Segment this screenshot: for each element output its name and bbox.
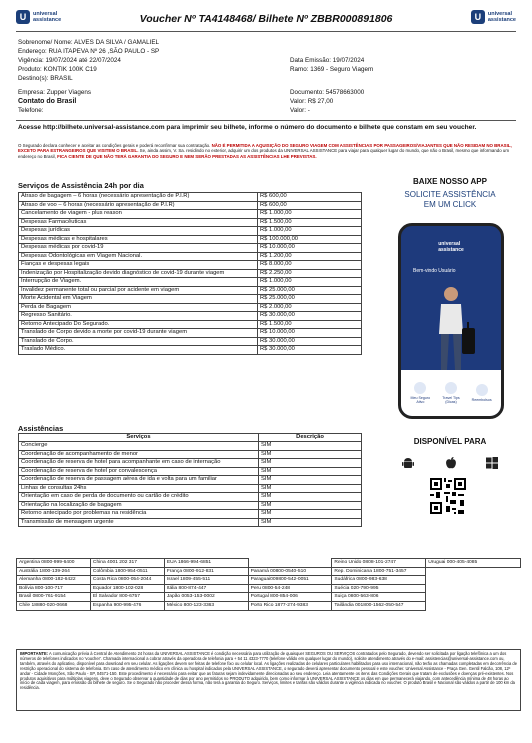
assistance-name: Coordenação de reserva de hotel para acompanhante em caso de internação [19, 459, 259, 468]
service-value: R$ 2.000,00 [258, 303, 362, 312]
phone-cell: Paraguai009800-542-0051 [248, 576, 332, 585]
services-table [18, 192, 362, 355]
windows-icon [485, 456, 499, 470]
assistance-name: Coordenação de acompanhamento de menor [19, 450, 259, 459]
service-name: Morte Acidental em Viagem [19, 295, 258, 304]
phone-cell [426, 567, 521, 576]
phone-brand: universal assistance [438, 241, 464, 253]
service-name: Atraso de bagagem – 6 horas (necessário apresentação de P.I.R) [19, 193, 258, 202]
tile-travel-tips: Travel Tips (Dicas) [439, 382, 463, 404]
service-name: Regresso Sanitário. [19, 312, 258, 321]
phone-cell: Panamá 00800-0540-510 [248, 567, 332, 576]
phone-cell: Suiça 0800-563-806 [332, 593, 426, 602]
amount: Valor: - [290, 107, 310, 114]
phone-cell: Brasil 0800-761-9154 [17, 593, 91, 602]
service-value: R$ 2.250,00 [258, 269, 362, 278]
document: Documento: 54578663000 [290, 89, 365, 96]
service-name: Despesas Farmacêuticas [19, 218, 258, 227]
phone-cell: Tailândia 001800-1562-050-547 [332, 601, 426, 610]
phone-row [17, 593, 521, 602]
assistance-row [19, 476, 362, 485]
service-name: Interrupção de Viagem. [19, 278, 258, 287]
service-name: Perda de Bagagem [19, 303, 258, 312]
contact-title: Contato do Brasil [18, 98, 77, 105]
service-value: R$ 1.500,00 [258, 218, 362, 227]
phone-row [17, 576, 521, 585]
tile-active-insurance: Meu Seguro Ativo [408, 382, 432, 404]
value: Valor: R$ 27,00 [290, 98, 334, 105]
emission-date: Data Emissão: 19/07/2024 [290, 57, 365, 64]
info-divider [16, 120, 516, 121]
service-name: Invalidez permanente total ou parcial por acidente em viagem [19, 286, 258, 295]
assistance-name: Orientação em caso de perda de documento ou cartão de crédito [19, 493, 259, 502]
tile-refunds: Reembolsos [470, 384, 494, 402]
phone-cell: Itália 800-874-447 [164, 584, 248, 593]
ua-logo-icon: U [471, 10, 485, 24]
phone-cell: Japão 0053-153-0002 [164, 593, 248, 602]
service-row [19, 235, 362, 244]
services-title: Serviços de Assistência 24h por dia [18, 181, 144, 190]
logo-right [471, 10, 516, 24]
assistances-header [19, 434, 362, 442]
assistance-desc: SIM [259, 459, 362, 468]
phone-row [17, 559, 521, 568]
phone-row [17, 601, 521, 610]
phone-cell: México 800-123-3363 [164, 601, 248, 610]
assistance-desc: SIM [259, 493, 362, 502]
phone-cell: Austrália 1800-139-264 [17, 567, 91, 576]
service-name: Translado de Corpo. [19, 337, 258, 346]
assistance-desc: SIM [259, 476, 362, 485]
service-value: R$ 30.000,00 [258, 337, 362, 346]
service-name: Despesas Odontológicas em Viagem Nacional. [19, 252, 258, 261]
phone-cell [426, 601, 521, 610]
assistance-desc: SIM [259, 467, 362, 476]
plane-icon [445, 382, 457, 394]
service-name: Atraso de voo – 6 horas (necessário apresentação de P.I.R) [19, 201, 258, 210]
notice [18, 143, 513, 159]
notice-line2: Se, ainda assim, V. Sa. residindo no exterior, adquirir um dos produtos da UNIVERSAL ASSISTANCE para viajar para qualquer lugar do mundo, que não o Brasil, mesmo que informando um endereço no Brasil, [18, 148, 510, 159]
phone-cell: Colômbia 1800-954-0511 [90, 567, 164, 576]
service-row [19, 312, 362, 321]
phone-mockup [398, 223, 504, 419]
assistance-name: Concierge [19, 442, 259, 451]
service-value: R$ 1.000,00 [258, 227, 362, 236]
service-value: R$ 10.000,00 [258, 329, 362, 338]
product: Produto: KONTIK 100K C19 [18, 66, 97, 73]
assistance-desc: SIM [259, 450, 362, 459]
notice-red1: NÃO É PERMITIDA A AQUISIÇÃO DO SEGURO VIAGEM COM ASSISTÊNCIAS POR PASSAGEIROS/VIAJANTES QUE NÃO RESIDAM NO BRASIL, EXCETO PARA ESTRANGEIROS QUE VISITEM O BRASIL. [18, 143, 512, 154]
phone-cell: Israel 1809-455-511 [164, 576, 248, 585]
service-row [19, 278, 362, 287]
shield-icon [414, 382, 426, 394]
branch: Ramo: 1369 - Seguro Viagem [290, 66, 374, 73]
service-row [19, 269, 362, 278]
assistance-row [19, 442, 362, 451]
service-value: R$ 1.000,00 [258, 278, 362, 287]
assistance-desc: SIM [259, 484, 362, 493]
ua-logo-icon: U [16, 10, 30, 24]
service-row [19, 193, 362, 202]
service-row [19, 244, 362, 253]
assistance-row [19, 450, 362, 459]
assistances-title: Assistências [18, 424, 64, 433]
service-value: R$ 30.000,00 [258, 312, 362, 321]
phone-cell: Argentina 0800-999-6400 [17, 559, 91, 568]
service-name: Cancelamento de viagem - plus reason [19, 210, 258, 219]
service-value: R$ 10.000,00 [258, 244, 362, 253]
phone-cell: El Salvador 800-6757 [90, 593, 164, 602]
phone-cell: Peru 0800-54-248 [248, 584, 332, 593]
col-description: Descrição [259, 434, 362, 442]
service-value: R$ 25.000,00 [258, 295, 362, 304]
assistance-desc: SIM [259, 510, 362, 519]
service-value: R$ 8.000,00 [258, 261, 362, 270]
apple-icon [444, 456, 458, 470]
traveler-address: Endereço: RUA ITAPEVA Nº 26 ,SÃO PAULO - SP [18, 48, 160, 55]
phone-cell: EUA 1866-994-6851 [164, 559, 248, 568]
service-row [19, 227, 362, 236]
assistance-name: Retorno antecipado por problemas na residência [19, 510, 259, 519]
phone-cell: Espanha 900-995-476 [90, 601, 164, 610]
money-icon [476, 384, 488, 396]
assistance-row [19, 484, 362, 493]
destination: Destino(s): BRASIL [18, 75, 73, 82]
assistance-desc: SIM [259, 501, 362, 510]
header [16, 10, 516, 32]
service-value: R$ 1.500,00 [258, 320, 362, 329]
download-app: BAIXE NOSSO APP [413, 177, 487, 186]
service-row [19, 201, 362, 210]
validity: Vigência: 19/07/2024 até 22/07/2024 [18, 57, 121, 64]
service-row [19, 303, 362, 312]
access-text: Acesse http://bilhete.universal-assistance.com para imprimir seu bilhete, informe o número do documento e bilhete que constam em seu voucher. [18, 124, 477, 131]
service-value: R$ 600,00 [258, 201, 362, 210]
voucher-title: Voucher Nº TA4148468/ Bilhete Nº ZBBR000891806 [139, 13, 393, 25]
phone-label: Telefone: [18, 107, 44, 114]
assistance-name: Orientação na localização de bagagem [19, 501, 259, 510]
phone-welcome: Bem-vindo Usuário [413, 268, 456, 274]
phone-cell: Suécia 020-790-995 [332, 584, 426, 593]
service-name: Retorno Antecipado Do Segurado. [19, 320, 258, 329]
service-row [19, 346, 362, 355]
traveler-person-icon [431, 284, 477, 374]
request-assistance: SOLICITE ASSISTÊNCIA EM UM CLICK [404, 190, 496, 209]
service-value: R$ 1.200,00 [258, 252, 362, 261]
service-value: R$ 30.000,00 [258, 346, 362, 355]
service-row [19, 320, 362, 329]
important-notice [16, 649, 521, 711]
phone-cell: França 0800-912-831 [164, 567, 248, 576]
phone-cell: Sudáfrica 0800-983-638 [332, 576, 426, 585]
notice-red2: FICA CIENTE DE QUE NÃO TERÁ GARANTIA DO SEGURO E NEM SERÃO PRESTADAS AS ASSISTÊNCIAS LHE PREVISTAS. [57, 153, 317, 159]
assistance-desc: SIM [259, 442, 362, 451]
phone-numbers-table [16, 558, 521, 611]
android-icon [401, 456, 415, 470]
phone-row [17, 584, 521, 593]
important-label: IMPORTANTE: [20, 651, 49, 656]
service-row [19, 252, 362, 261]
phone-row [17, 567, 521, 576]
phone-cell: Alemanha 0800-182-6422 [17, 576, 91, 585]
phone-cell: Costa Rica 0800-054-2044 [90, 576, 164, 585]
phone-cell [426, 584, 521, 593]
phone-cell: Bolívia 800-100-717 [17, 584, 91, 593]
logo-text: universal assistance [487, 11, 516, 23]
phone-cell [426, 576, 521, 585]
service-row [19, 337, 362, 346]
notice-line1: O Segurado declara conhecer e aceitar as condições gerais e poderá reconfirmar sua contratação. [18, 143, 211, 148]
service-value: R$ 25.000,00 [258, 286, 362, 295]
header-divider [16, 31, 516, 32]
phone-cell: Reino Unido 0808-101-2747 [332, 559, 426, 568]
service-row [19, 329, 362, 338]
qr-code-icon [428, 476, 468, 516]
col-services: Serviços [19, 434, 259, 442]
service-row [19, 261, 362, 270]
service-name: Indenização por Hospitalização devido diagnóstico de covid-19 durante viagem [19, 269, 258, 278]
phone-cell: Portugal 800-854-006 [248, 593, 332, 602]
service-name: Traslado Médico. [19, 346, 258, 355]
assistance-row [19, 518, 362, 527]
phone-cell: China 4001 202 317 [90, 559, 164, 568]
assistance-row [19, 459, 362, 468]
phone-cell [426, 593, 521, 602]
service-value: R$ 1.000,00 [258, 210, 362, 219]
assistance-name: Linhas de consultas 24hs [19, 484, 259, 493]
available-for: DISPONÍVEL PARA [413, 437, 487, 446]
logo-text: universal assistance [33, 11, 62, 23]
service-value: R$ 600,00 [258, 193, 362, 202]
service-name: Despesas jurídicas [19, 227, 258, 236]
service-row [19, 295, 362, 304]
assistance-row [19, 501, 362, 510]
phone-cell: Uruguai 000-405-4085 [426, 559, 521, 568]
traveler-name: Sobrenome/ Nome: ALVES DA SILVA / GAMALIEL [18, 39, 160, 46]
assistance-row [19, 510, 362, 519]
service-row [19, 286, 362, 295]
phone-header [401, 226, 501, 268]
phone-cell [248, 559, 332, 568]
service-name: Fianças e despesas legais [19, 261, 258, 270]
assistance-name: Transmissão de mensagem urgente [19, 518, 259, 527]
phone-cell: Porto Rico 1877-274-9383 [248, 601, 332, 610]
phone-cell: Rep. Dominicana 1800-751-3457 [332, 567, 426, 576]
assistance-name: Coordenação de reserva de passagem aérea de ida e volta para um familiar [19, 476, 259, 485]
assistance-row [19, 493, 362, 502]
important-text: A comunicação prévia à Central de Atendimento 24 horas da UNIVERSAL ASSISTANCE é condição necessária para utilização de quaisquer SEGUROS OU SERVIÇOS contratados pelo Segurado, devendo ser solicitada por ligação telefônica a um dos números de telefones indicados no 'voucher'. Chamada internacional a cobrar através da operadora de telefonia para + 54 11 4323-7770 (telefone válido em qualquer lugar do mundo), solicite atendimento através do e-mail: assistencias@universal-assistance.com ou, também, através do aplicativo, disponível para download em seu celular. As ligações devem ser feitas de telefone fixo ou celular local. As ligações realizadas de celulares particulares habilitados para uso internacional, não terão as chamadas completadas em decorrência de restrição operacional do sistema de telefonia. Em caso de atendimento médico em clínica ou hospital indicados pela UNIVERSAL ASSISTANCE, o segurado deverá apresentar documento pessoal e este voucher. Universal Assistance - Praça Gen. Gentil Falcão, 108, 12º andar - Cidade Monções, São Paulo - SP, 04571-150. Este procedimento é necessário para evitar que as faturas sejam indevidamente direcionadas ao seu endereço. Leia atentamente os itens das Condições Gerais que tratam de exclusões e doenças pré-existentes. Nos produtos aquisitivos para múltiplas viagens, deve o Segurado observar a quantidade de dias por ano permitidos no PRODUTO adquirido, bem como informar à UNIVERSAL ASSISTANCE os dias em que permanecerá viajando, com antecedência mínima de 48 horas ao início de cada viagem, para emissão do bilhete de seguro. Se o Segurado não proceder dessa forma, não terá a garantia do Seguro. Serviços, limites e tarifas são válidos durante a vigência indicada no voucher. O produto Brasil e Nacional são válidos a partir de 100 km da residência. [20, 651, 517, 691]
service-row [19, 218, 362, 227]
service-row [19, 210, 362, 219]
assistance-name: Coordenação de reserva de hotel por convalescença [19, 467, 259, 476]
service-name: Translado de Corpo devido a morte por covid-19 durante viagem [19, 329, 258, 338]
app-promo [380, 177, 520, 210]
company: Empresa: Zupper Viagens [18, 89, 92, 96]
phone-cell: Equador 1800-102-028 [90, 584, 164, 593]
service-name: Despesas médicas por covid-19 [19, 244, 258, 253]
service-name: Despesas médicas e hospitalares [19, 235, 258, 244]
service-value: R$ 100.000,00 [258, 235, 362, 244]
assistance-row [19, 467, 362, 476]
phone-cell: Chile 18880-020-0668 [17, 601, 91, 610]
phone-tiles [401, 370, 501, 416]
assistances-table [18, 433, 362, 527]
assistance-desc: SIM [259, 518, 362, 527]
